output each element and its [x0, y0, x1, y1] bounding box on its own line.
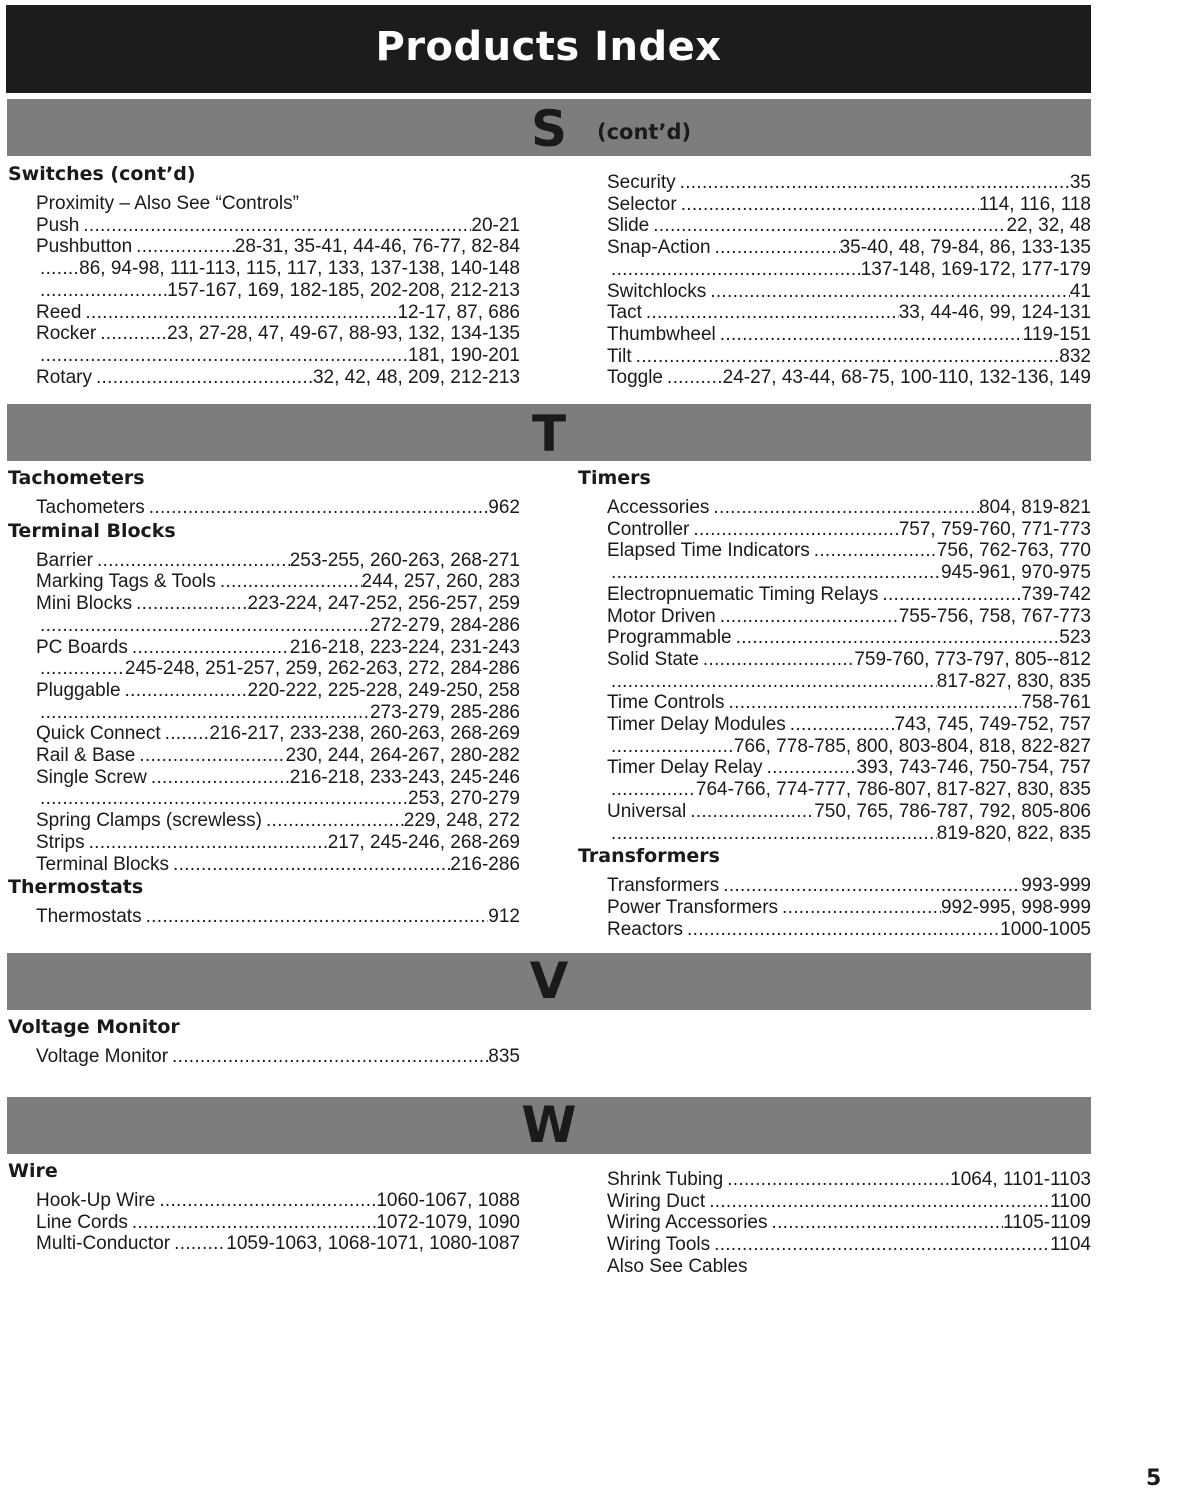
entry-label: Voltage Monitor: [36, 1046, 169, 1067]
dot-leader: [736, 627, 1060, 649]
entry-label: Strips: [36, 831, 85, 853]
dot-leader: [611, 823, 937, 845]
entry-label: Accessories: [607, 497, 710, 518]
entry-pages: 523: [1059, 627, 1091, 649]
index-entry: [607, 714, 1091, 736]
dot-leader: [40, 788, 408, 810]
entry-pages: 1060-1067, 1088: [376, 1190, 520, 1211]
entry-label: Thermostats: [36, 906, 142, 928]
entry-pages: 253-255, 260-263, 268-271: [289, 549, 520, 571]
dot-leader: [89, 832, 328, 854]
dot-leader: [727, 1169, 950, 1191]
index-entry: [36, 1233, 520, 1255]
section-letter-v: V: [529, 952, 569, 1010]
dot-leader: [40, 258, 79, 280]
dot-leader: [100, 323, 167, 345]
index-entry: [36, 571, 520, 593]
index-entry: [36, 810, 520, 832]
entry-pages: 759-760, 773-797, 805--812: [854, 648, 1091, 670]
dot-leader: [687, 919, 1000, 941]
dot-leader: [173, 854, 450, 876]
index-entry: [607, 875, 1091, 897]
entry-pages: 223-224, 247-252, 256-257, 259: [247, 593, 520, 615]
entry-label: Wiring Accessories: [607, 1212, 768, 1234]
dot-leader: [611, 562, 941, 584]
entry-label: PC Boards: [36, 636, 128, 658]
category-heading: Switches (cont’d): [8, 163, 196, 185]
entry-pages: 245-248, 251-257, 259, 262-263, 272, 284-286: [124, 658, 520, 680]
entry-label: Motor Driven: [607, 605, 716, 627]
entry-label: Universal: [607, 800, 687, 822]
entry-pages: 750, 765, 786-787, 792, 805-806: [814, 800, 1091, 822]
entry-pages: 817-827, 830, 835: [936, 670, 1091, 692]
section-letter-w: W: [521, 1096, 577, 1154]
entry-label: Rotary: [36, 366, 92, 388]
dot-leader: [680, 172, 1070, 194]
entry-pages: 912: [488, 906, 520, 928]
entry-pages: 216-218, 233-243, 245-246: [289, 766, 520, 788]
category-heading: Timers: [578, 467, 651, 489]
entry-pages: 1064, 1101-1103: [950, 1169, 1091, 1190]
index-entry: [607, 1234, 1091, 1256]
index-entry: [36, 258, 520, 280]
dot-leader: [729, 692, 1022, 714]
index-entry: [607, 237, 1091, 259]
index-entry: [36, 367, 520, 389]
index-entry: [607, 172, 1091, 194]
entry-pages: 32, 42, 48, 209, 212-213: [312, 366, 520, 388]
index-entry: [36, 550, 520, 572]
entry-pages: 12-17, 87, 686: [397, 301, 520, 323]
entry-pages: 253, 270-279: [408, 788, 520, 810]
index-entry: [607, 281, 1091, 303]
index-entry: [607, 736, 1091, 758]
entry-pages: 757, 759-760, 771-773: [898, 518, 1091, 540]
entry-pages: 220-222, 225-228, 249-250, 258: [247, 679, 520, 701]
index-entry: [607, 584, 1091, 606]
index-entry: [36, 854, 520, 876]
dot-leader: [85, 302, 397, 324]
index-entry: [607, 897, 1091, 919]
entry-label: Rocker: [36, 323, 97, 345]
index-entry: [607, 519, 1091, 541]
index-entry: [36, 788, 520, 810]
entry-pages: 764-766, 774-777, 786-807, 817-827, 830, 835: [695, 779, 1091, 801]
entry-label: Marking Tags & Tools: [36, 571, 216, 593]
dot-leader: [611, 779, 696, 801]
index-entry: [607, 194, 1091, 216]
index-entry: [607, 649, 1091, 671]
entry-label: Quick Connect: [36, 723, 161, 745]
entry-pages: 181, 190-201: [408, 344, 520, 366]
entry-pages: 766, 778-785, 800, 803-804, 818, 822-827: [733, 735, 1091, 757]
entry-pages: 244, 257, 260, 283: [361, 571, 520, 593]
dot-leader: [151, 767, 290, 789]
entry-pages: 41: [1069, 280, 1091, 302]
entry-label: Power Transformers: [607, 896, 779, 918]
index-entry: [36, 593, 520, 615]
index-entry: [607, 1169, 1091, 1191]
entry-label: Hook-Up Wire: [36, 1190, 156, 1211]
entry-pages: 157-167, 169, 182-185, 202-208, 212-213: [167, 279, 520, 301]
entry-label: Electropnuematic Timing Relays: [607, 583, 879, 605]
dot-leader: [174, 1233, 226, 1255]
dot-leader: [693, 519, 898, 541]
dot-leader: [96, 367, 313, 389]
entry-label: Reed: [36, 301, 82, 323]
entry-label: Elapsed Time Indicators: [607, 540, 810, 562]
dot-leader: [165, 723, 210, 745]
entry-pages: 230, 244, 264-267, 280-282: [285, 745, 520, 766]
entry-pages: 216-218, 223-224, 231-243: [289, 636, 520, 658]
entry-label: Thumbwheel: [607, 323, 716, 345]
entry-pages: 35: [1069, 172, 1091, 193]
index-entry: [36, 767, 520, 789]
section-band-v: [7, 953, 1091, 1010]
index-entry: [36, 215, 520, 237]
entry-label: Slide: [607, 215, 650, 237]
entry-pages: 819-820, 822, 835: [936, 822, 1091, 844]
entry-pages: 835: [488, 1046, 520, 1067]
index-entry: [607, 1191, 1091, 1213]
entry-pages: 1072-1079, 1090: [376, 1211, 520, 1233]
index-entry: [36, 497, 520, 519]
index-entry: [607, 779, 1091, 801]
index-entry: [36, 193, 520, 215]
page-title: Products Index: [375, 24, 722, 70]
entry-label: Proximity – Also See “Controls”: [36, 193, 299, 214]
entry-label: Transformers: [607, 875, 720, 897]
index-entry: [607, 302, 1091, 324]
dot-leader: [710, 281, 1070, 303]
dot-leader: [97, 550, 290, 572]
section-continued-label: (cont’d): [597, 120, 692, 144]
section-letter-s: S: [530, 100, 567, 158]
dot-leader: [139, 745, 285, 767]
dot-leader: [653, 215, 1006, 237]
dot-leader: [646, 302, 899, 324]
dot-leader: [149, 497, 489, 519]
entry-pages: 86, 94-98, 111-113, 115, 117, 133, 137-138, 140-148: [79, 258, 520, 280]
dot-leader: [125, 680, 248, 702]
index-entry: [607, 346, 1091, 368]
index-entry: [607, 367, 1091, 389]
index-entry: [607, 1256, 1091, 1278]
entry-pages: 1100: [1050, 1190, 1091, 1212]
dot-leader: [40, 658, 125, 680]
entry-label: Multi-Conductor: [36, 1233, 171, 1255]
dot-leader: [681, 194, 979, 216]
index-entry: [36, 658, 520, 680]
entry-pages: 1105-1109: [1002, 1212, 1091, 1234]
index-entry: [36, 1046, 520, 1068]
entry-label: Snap-Action: [607, 237, 711, 259]
entry-pages: 273-279, 285-286: [369, 701, 520, 723]
index-entry: [36, 280, 520, 302]
entry-label: Spring Clamps (screwless): [36, 810, 262, 832]
entry-pages: 743, 745, 749-752, 757: [894, 714, 1091, 735]
dot-leader: [690, 801, 814, 823]
index-entry: [36, 323, 520, 345]
entry-label: Push: [36, 214, 80, 236]
entry-label: Timer Delay Modules: [607, 714, 786, 735]
dot-leader: [40, 702, 370, 724]
entry-pages: 1000-1005: [1000, 918, 1091, 940]
index-entry: [607, 562, 1091, 584]
entry-pages: 756, 762-763, 770: [936, 540, 1091, 562]
dot-leader: [667, 367, 723, 389]
index-entry: [607, 671, 1091, 693]
entry-pages: 758-761: [1021, 692, 1091, 714]
index-entry: [607, 259, 1091, 281]
entry-label: Single Screw: [36, 766, 147, 788]
index-entry: [607, 215, 1091, 237]
index-entry: [36, 906, 520, 928]
entry-pages: 33, 44-46, 99, 124-131: [898, 302, 1091, 324]
index-entry: [607, 801, 1091, 823]
entry-pages: 804, 819-821: [979, 497, 1091, 518]
dot-leader: [220, 571, 362, 593]
entry-label: Barrier: [36, 549, 94, 571]
dot-leader: [40, 345, 408, 367]
dot-leader: [132, 637, 290, 659]
title-bar: [6, 5, 1091, 93]
dot-leader: [715, 237, 840, 259]
entry-pages: 272-279, 284-286: [369, 614, 520, 636]
entry-label: Also See Cables: [607, 1255, 748, 1277]
entry-label: Terminal Blocks: [36, 853, 170, 875]
entry-pages: 1104: [1050, 1234, 1091, 1256]
entry-pages: 945-961, 970-975: [940, 562, 1091, 584]
dot-leader: [782, 897, 941, 919]
entry-pages: 992-995, 998-999: [940, 896, 1091, 918]
entry-pages: 137-148, 169-172, 177-179: [860, 258, 1091, 280]
index-entry: [607, 1212, 1091, 1234]
index-entry: [36, 637, 520, 659]
entry-label: Reactors: [607, 918, 684, 940]
entry-label: Mini Blocks: [36, 593, 133, 615]
dot-leader: [767, 757, 857, 779]
entry-pages: 993-999: [1021, 875, 1091, 897]
dot-leader: [611, 671, 937, 693]
entry-label: Wiring Duct: [607, 1190, 706, 1212]
entry-pages: 114, 116, 118: [979, 193, 1091, 215]
entry-label: Pushbutton: [36, 236, 133, 258]
entry-pages: 20-21: [471, 214, 520, 236]
entry-label: Security: [607, 172, 676, 193]
dot-leader: [146, 906, 489, 928]
dot-leader: [159, 1190, 376, 1212]
entry-label: Pluggable: [36, 679, 121, 701]
category-heading: Transformers: [578, 845, 720, 868]
dot-leader: [40, 615, 370, 637]
index-entry: [36, 680, 520, 702]
dot-leader: [136, 593, 247, 615]
category-heading: Terminal Blocks: [8, 519, 176, 542]
entry-pages: 217, 245-246, 268-269: [327, 831, 520, 853]
entry-label: Tilt: [607, 345, 632, 367]
entry-label: Line Cords: [36, 1211, 128, 1233]
dot-leader: [882, 584, 1021, 606]
index-entry: [607, 606, 1091, 628]
entry-pages: 229, 248, 272: [403, 810, 520, 832]
index-entry: [607, 757, 1091, 779]
index-entry: [607, 823, 1091, 845]
dot-leader: [636, 346, 1060, 368]
entry-pages: 22, 32, 48: [1006, 215, 1091, 237]
entry-pages: 739-742: [1021, 583, 1091, 605]
entry-label: Tachometers: [36, 497, 145, 518]
index-entry: [36, 615, 520, 637]
entry-pages: 832: [1059, 345, 1091, 367]
section-band-t: [7, 404, 1091, 461]
dot-leader: [709, 1191, 1050, 1213]
dot-leader: [611, 736, 734, 758]
entry-pages: 35-40, 48, 79-84, 86, 133-135: [839, 237, 1091, 259]
index-entry: [36, 702, 520, 724]
dot-leader: [772, 1212, 1003, 1234]
index-entry: [36, 1190, 520, 1212]
entry-pages: 24-27, 43-44, 68-75, 100-110, 132-136, 149: [722, 367, 1091, 389]
entry-pages: 755-756, 758, 767-773: [898, 605, 1091, 627]
dot-leader: [611, 259, 861, 281]
index-entry: [36, 745, 520, 767]
entry-pages: 393, 743-746, 750-754, 757: [856, 757, 1091, 779]
entry-label: Solid State: [607, 648, 699, 670]
dot-leader: [40, 280, 167, 302]
index-entry: [607, 540, 1091, 562]
index-entry: [36, 236, 520, 258]
index-entry: [36, 723, 520, 745]
section-band-s: [7, 99, 1091, 156]
entry-label: Tact: [607, 302, 642, 324]
index-entry: [607, 919, 1091, 941]
dot-leader: [720, 606, 899, 628]
entry-label: Toggle: [607, 367, 663, 389]
index-entry: [36, 302, 520, 324]
category-heading: Tachometers: [8, 467, 145, 489]
dot-leader: [172, 1046, 488, 1068]
index-entry: [36, 1212, 520, 1234]
category-heading: Thermostats: [8, 876, 144, 899]
entry-pages: 1059-1063, 1068-1071, 1080-1087: [226, 1233, 520, 1255]
entry-pages: 119-151: [1022, 323, 1091, 345]
index-entry: [607, 627, 1091, 649]
entry-pages: 216-217, 233-238, 260-263, 268-269: [209, 723, 520, 745]
dot-leader: [713, 497, 979, 519]
entry-pages: 23, 27-28, 47, 49-67, 88-93, 132, 134-135: [167, 323, 520, 345]
entry-pages: 216-286: [450, 853, 520, 875]
dot-leader: [723, 875, 1021, 897]
dot-leader: [83, 215, 471, 237]
entry-label: Switchlocks: [607, 280, 707, 302]
dot-leader: [814, 540, 937, 562]
category-heading: Wire: [8, 1160, 58, 1182]
dot-leader: [703, 649, 854, 671]
dot-leader: [790, 714, 895, 736]
index-entry: [607, 497, 1091, 519]
index-entry: [607, 692, 1091, 714]
category-heading: Voltage Monitor: [8, 1016, 180, 1038]
entry-pages: 28-31, 35-41, 44-46, 76-77, 82-84: [234, 236, 520, 258]
entry-label: Programmable: [607, 627, 732, 649]
section-band-w: [7, 1097, 1091, 1154]
entry-label: Shrink Tubing: [607, 1169, 724, 1190]
entry-label: Selector: [607, 193, 677, 215]
dot-leader: [720, 324, 1023, 346]
index-entry: [36, 345, 520, 367]
entry-label: Wiring Tools: [607, 1234, 711, 1256]
entry-pages: 962: [488, 497, 520, 518]
page-number: 5: [1146, 1466, 1162, 1491]
index-entry: [607, 324, 1091, 346]
dot-leader: [132, 1212, 376, 1234]
section-letter-t: T: [531, 405, 567, 463]
entry-label: Controller: [607, 518, 690, 540]
index-entry: [36, 832, 520, 854]
entry-label: Timer Delay Relay: [607, 757, 763, 779]
dot-leader: [136, 236, 235, 258]
dot-leader: [266, 810, 404, 832]
dot-leader: [714, 1234, 1050, 1256]
entry-label: Rail & Base: [36, 745, 136, 766]
entry-label: Time Controls: [607, 692, 725, 714]
